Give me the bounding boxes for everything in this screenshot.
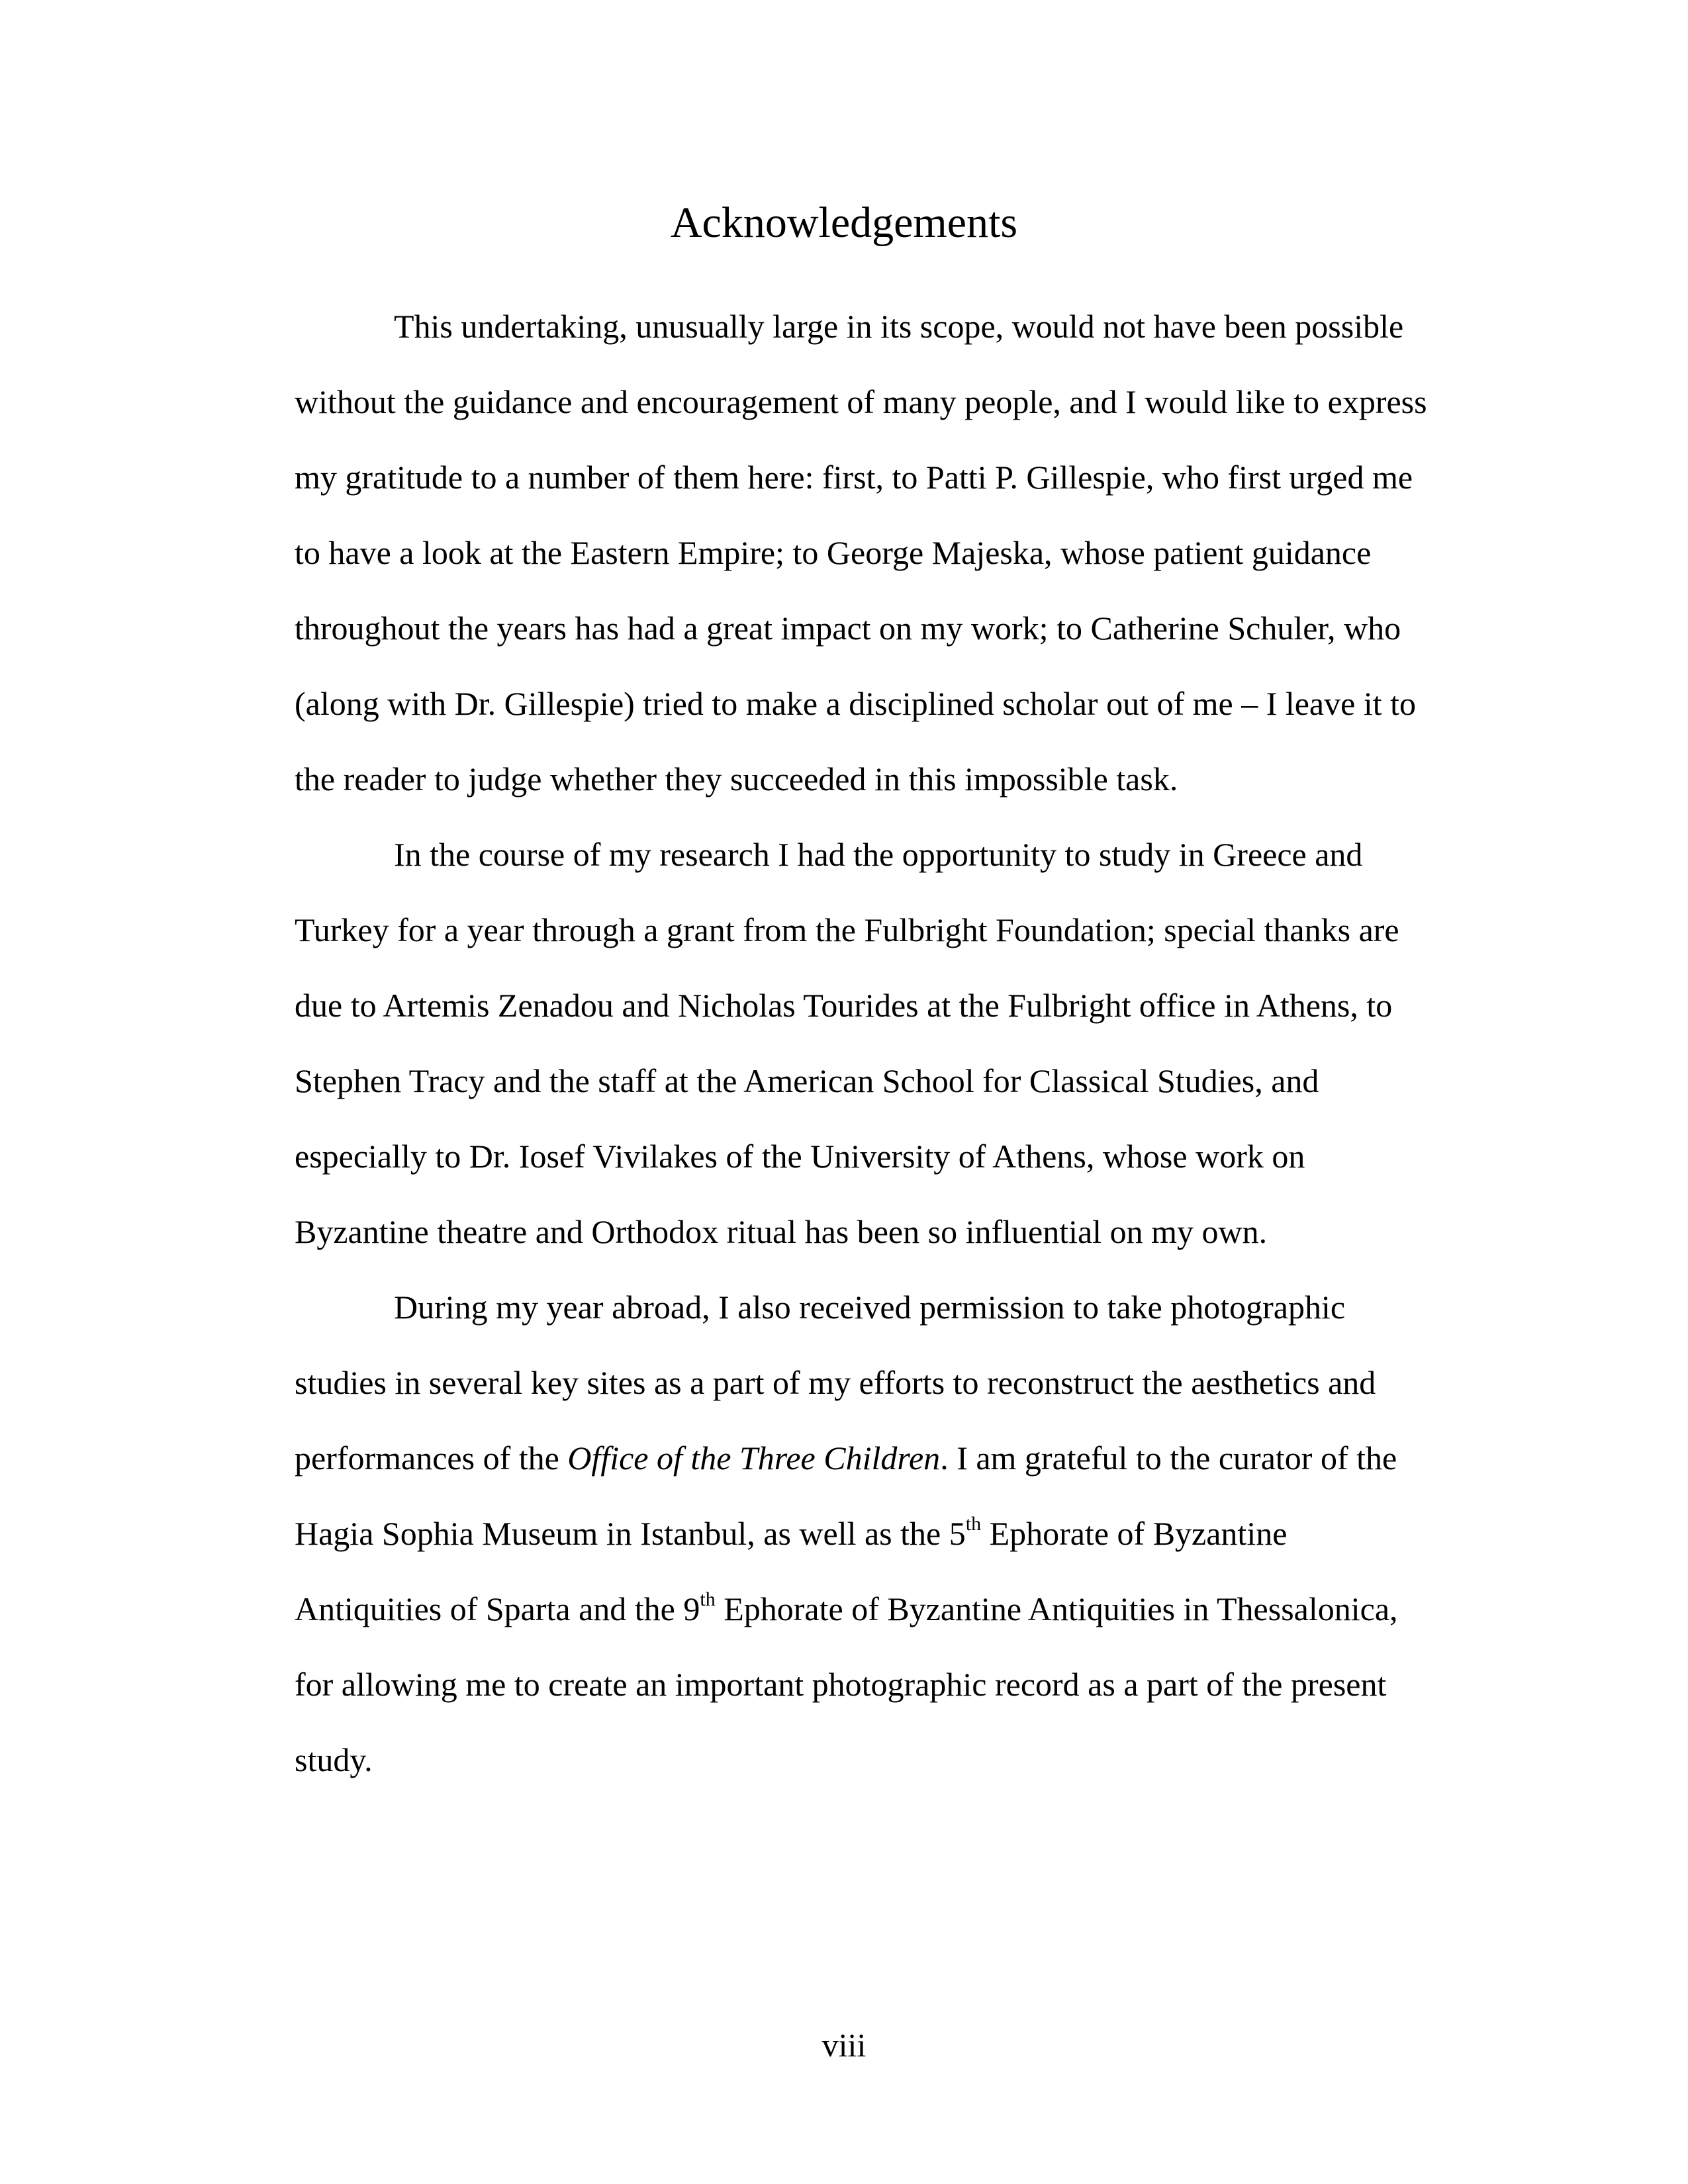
text-line: throughout the years has had a great impact on my work; to Catherine Schuler, who bbox=[295, 610, 1401, 647]
text-line: study. bbox=[295, 1741, 373, 1778]
text-line: In the course of my research I had the opportunity to study in Greece and bbox=[394, 836, 1363, 873]
text-segment: Ephorate of Byzantine Antiquities in Thessalonica, bbox=[715, 1590, 1398, 1627]
text-line bbox=[295, 1496, 1420, 1571]
text-line: studies in several key sites as a part of my efforts to reconstruct the aesthetics and bbox=[295, 1364, 1376, 1401]
text-line bbox=[295, 1420, 1420, 1496]
text-line: especially to Dr. Iosef Vivilakes of the University of Athens, whose work on bbox=[295, 1138, 1305, 1175]
text-line: This undertaking, unusually large in its scope, would not have been possible bbox=[394, 308, 1404, 345]
text-segment: Ephorate of Byzantine bbox=[981, 1515, 1288, 1552]
text-segment: performances of the bbox=[295, 1439, 568, 1477]
text-line bbox=[295, 1571, 1420, 1647]
text-line: my gratitude to a number of them here: first, to Patti P. Gillespie, who first urged me bbox=[295, 459, 1413, 496]
text-segment: . I am grateful to the curator of the bbox=[940, 1439, 1397, 1477]
text-line: due to Artemis Zenadou and Nicholas Tourides at the Fulbright office in Athens, to bbox=[295, 987, 1393, 1024]
text-line: the reader to judge whether they succeeded in this impossible task. bbox=[295, 760, 1178, 797]
text-line: Byzantine theatre and Orthodox ritual has been so influential on my own. bbox=[295, 1213, 1268, 1250]
text-segment: Hagia Sophia Museum in Istanbul, as well as the 5 bbox=[295, 1515, 966, 1552]
page-number: viii bbox=[821, 2026, 867, 2064]
text-line: to have a look at the Eastern Empire; to George Majeska, whose patient guidance bbox=[295, 534, 1372, 571]
ordinal-superscript: th bbox=[700, 1588, 716, 1610]
text-segment: Antiquities of Sparta and the 9 bbox=[295, 1590, 700, 1627]
text-line: During my year abroad, I also received permission to take photographic bbox=[394, 1289, 1346, 1326]
text-line: (along with Dr. Gillespie) tried to make a disciplined scholar out of me – I leave it to bbox=[295, 685, 1416, 722]
text-line: for allowing me to create an important photographic record as a part of the present bbox=[295, 1666, 1387, 1703]
italic-title: Office of the Three Children bbox=[567, 1439, 941, 1477]
page-title: Acknowledgements bbox=[670, 199, 1018, 247]
text-line: Stephen Tracy and the staff at the American School for Classical Studies, and bbox=[295, 1062, 1319, 1099]
ordinal-superscript: th bbox=[965, 1513, 982, 1535]
text-line: without the guidance and encouragement of many people, and I would like to express bbox=[295, 383, 1427, 420]
text-line: Turkey for a year through a grant from the Fulbright Foundation; special thanks are bbox=[295, 911, 1399, 948]
acknowledgements-body bbox=[295, 289, 1427, 1797]
